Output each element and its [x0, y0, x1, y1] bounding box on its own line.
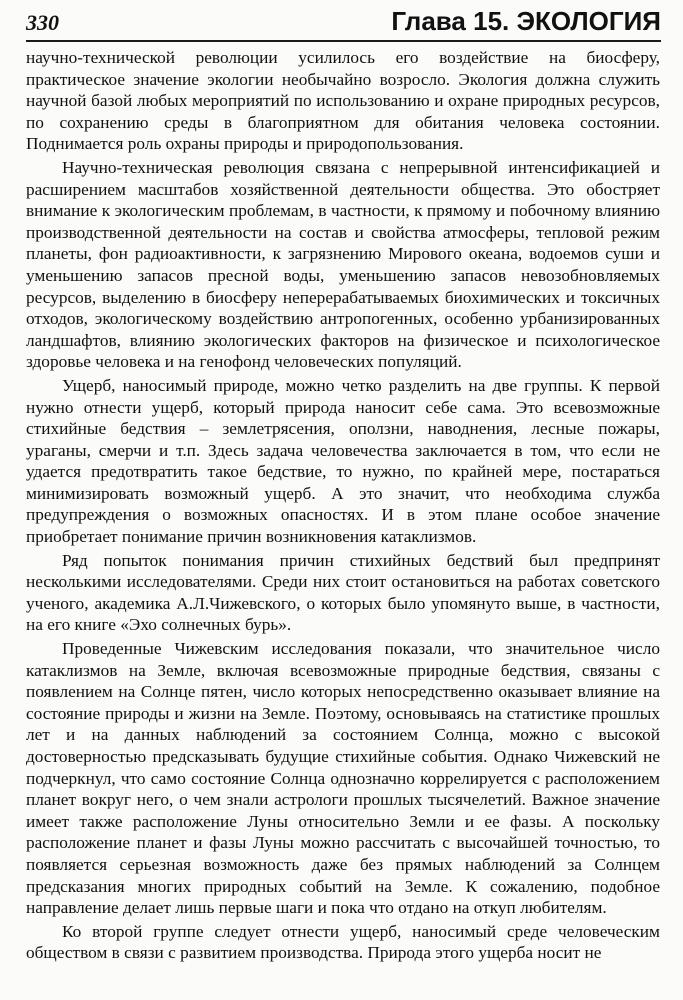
page-number: 330 — [26, 10, 59, 35]
paragraph-researchers: Ряд попыток понимания причин стихийных бедствий был предпринят несколькими исследователями. Среди них стоит остановиться на работах советского ученого, академика А.Л.Чижевского, о которых было упомянуто выше, в частности, на его книге «Эхо солнечных бурь». — [26, 550, 660, 635]
chapter-title: Глава 15. ЭКОЛОГИЯ — [391, 6, 661, 36]
paragraph-second-group: Ко второй группе следует отнести ущерб, наносимый среде человеческим обществом в связи с развитием производства. Природа этого ущерба носит не — [26, 921, 660, 963]
body-text — [26, 47, 660, 964]
paragraph-damage-groups: Ущерб, наносимый природе, можно четко разделить на две группы. К первой нужно отнести ущерб, который природа наносит себе сама. Это всевозможные стихийные бедствия – землетрясения, оползни, наводнения, лесные пожары, ураганы, смерчи и т.п. Здесь задача человечества заключается в том, что если не удается предотвратить такое бедствие, то нужно, по крайней мере, постараться минимизировать возможный ущерб. А это значит, что необходима служба предупреждения о возможных опасностях. И в этом плане особое значение приобретает понимание причин возникновения катаклизмов. — [26, 375, 660, 547]
paragraph-chizhevsky-research: Проведенные Чижевским исследования показали, что значительное число катаклизмов на Земле, включая всевозможные природные бедствия, связаны с появлением на Солнце пятен, число которых непосредственно оказывает влияние на состояние природы и жизни на Земле. Поэтому, основываясь на статистике прошлых лет и на данных наблюдений за состоянием Солнца, можно с высокой достоверностью предсказывать будущие стихийные события. Однако Чижевский не подчеркнул, что само состояние Солнца однозначно коррелируется с расположением планет вокруг него, о чем знали астрологи прошлых тысячелетий. Важное значение имеет также расположение Луны относительно Земли и ее фазы. А поскольку расположение планет и фазы Луны можно рассчитать с высочайшей точностью, то появляется серьезная возможность даже без прямых наблюдений за Солнцем предсказания многих природных событий на Земле. К сожалению, подобное направление делает лишь первые шаги и пока что отдано на откуп любителям. — [26, 639, 660, 918]
paragraph-scientific-revolution: Научно-техническая революция связана с непрерывной интенсификацией и расширением масштабов хозяйственной деятельности общества. Это обостряет внимание к экологическим проблемам, в частности, к прямому и побочному влиянию производственной деятельности на состав и свойства атмосферы, тепловой режим планеты, фон радиоактивности, к загрязнению Мирового океана, водоемов суши и уменьшению запасов пресной воды, уменьшению запасов невозобновляемых ресурсов, выделению в биосферу неперерабатываемых биохимических и токсичных отходов, экологическому воздействию антропогенных, особенно урбанизированных ландшафтов, влиянию экологических факторов на физическое и психологическое здоровье человека и на генофонд человеческих популяций. — [26, 157, 660, 372]
running-header — [26, 6, 661, 42]
paragraph-continued: научно-технической революции усилилось его воздействие на биосферу, практическое значение экологии необычайно возросло. Экология должна служить научной базой любых мероприятий по использованию и охране природных ресурсов, по сохранению среды в благоприятном для обитания человека состоянии. Поднимается роль охраны природы и природопользования. — [26, 48, 660, 154]
